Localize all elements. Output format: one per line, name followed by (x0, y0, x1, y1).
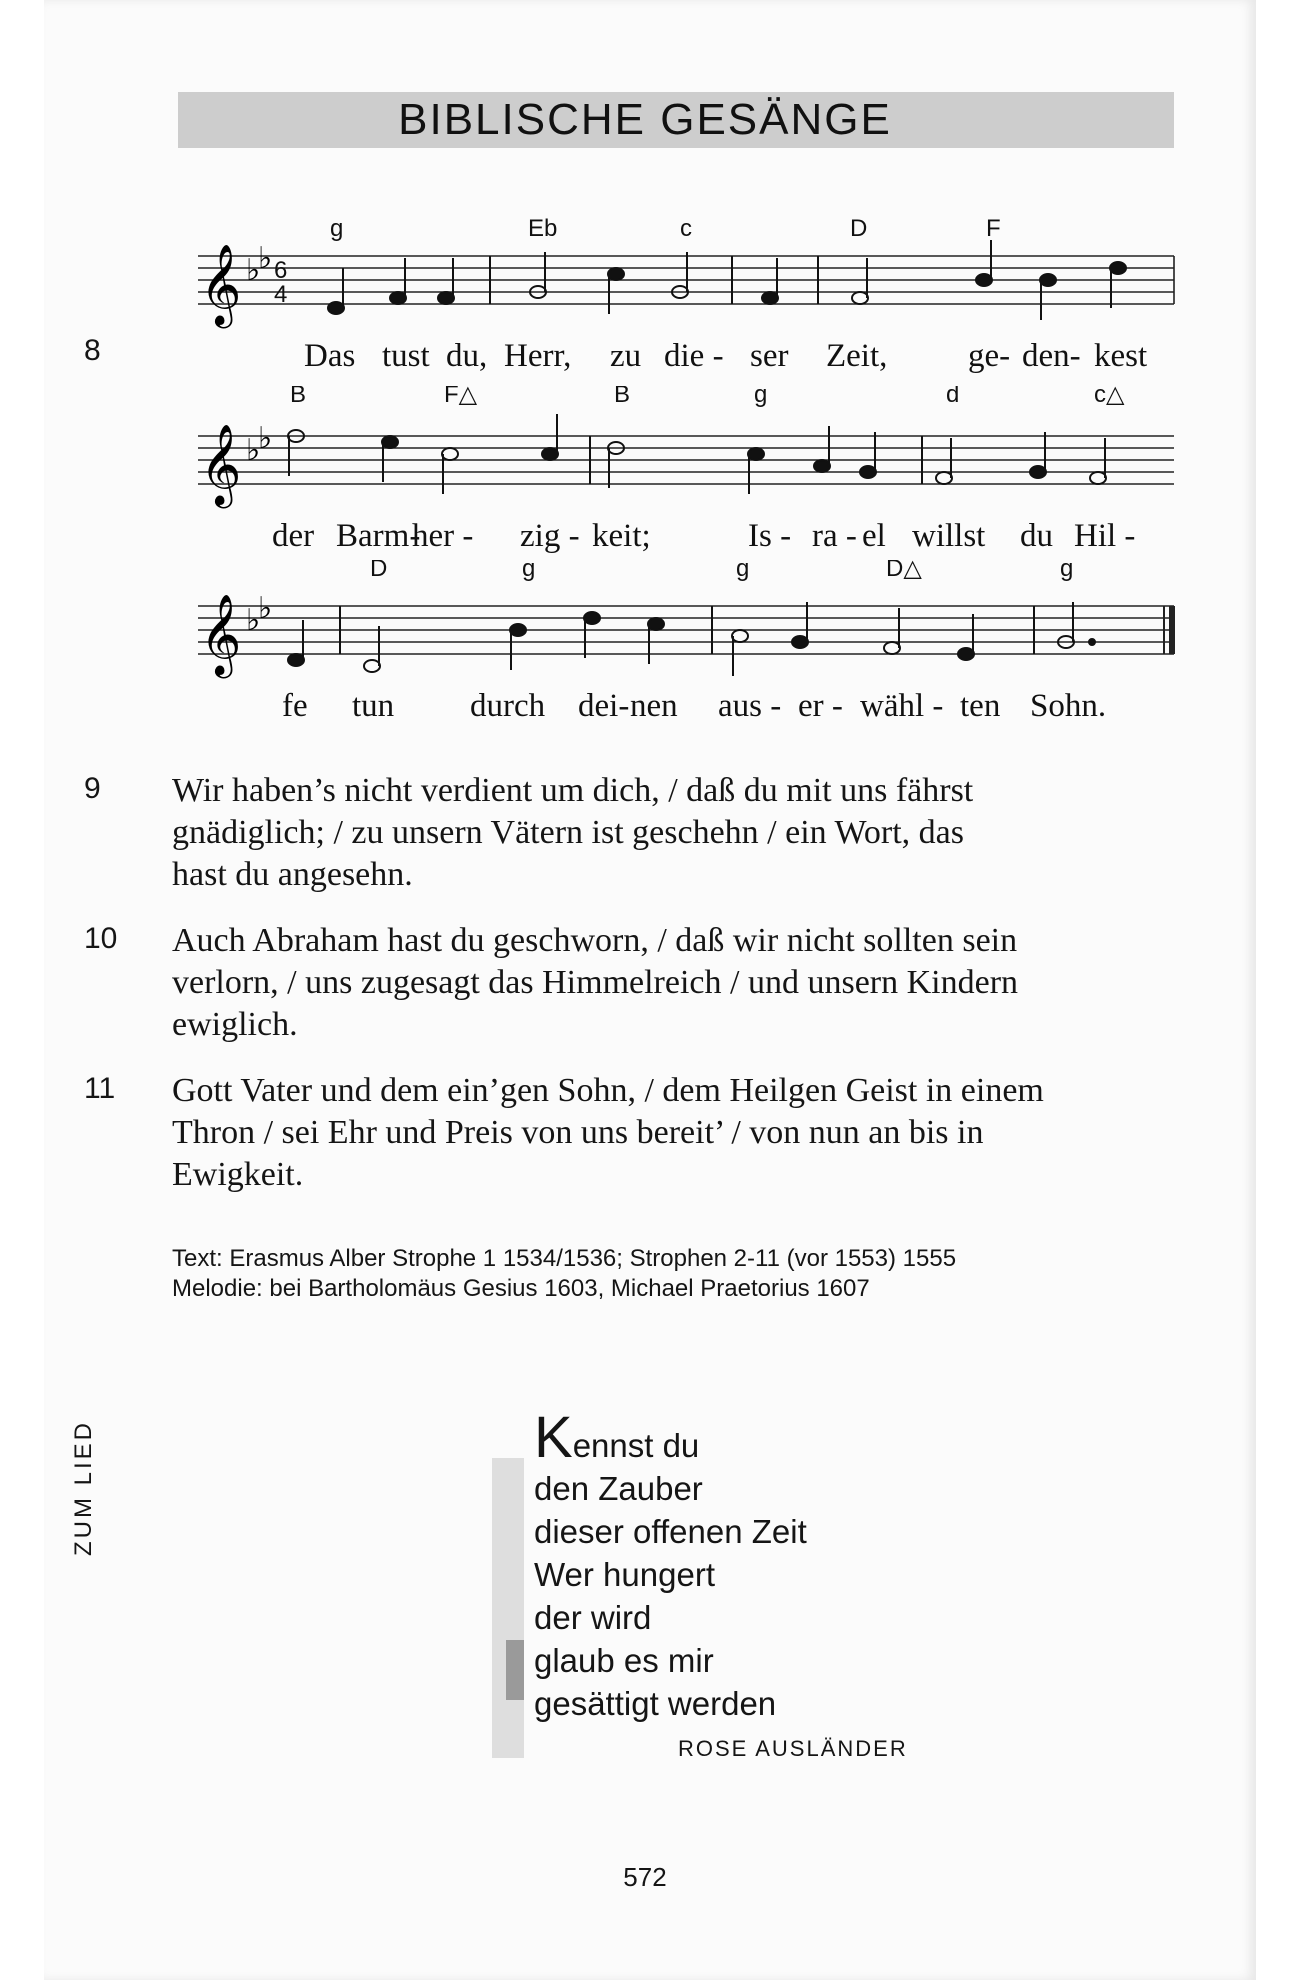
lyric-syllable: her - (412, 518, 474, 554)
chord-label: g (736, 560, 750, 582)
staff-lines (198, 606, 1174, 654)
poem-drop-cap: K (534, 1405, 573, 1470)
chord-label: c (680, 215, 692, 242)
notes (288, 602, 1095, 676)
lyric-syllable: zu (610, 338, 642, 374)
verse-11-text (172, 1070, 1172, 1196)
lyric-syllable: er - (798, 688, 843, 724)
poem-accent-mark (506, 1640, 524, 1700)
chord-label: Eb (528, 215, 558, 242)
chord-label: g (522, 560, 536, 582)
chord-label: B (290, 386, 307, 408)
verse-number: 11 (84, 1072, 116, 1105)
poem-author: ROSE AUSLÄNDER (678, 1736, 908, 1761)
poem-accent-bar (492, 1458, 524, 1758)
side-label (68, 1396, 108, 1556)
lyric-syllable: ra - (812, 518, 857, 554)
page-number: 572 (623, 1862, 667, 1892)
time-signature-bottom: 4 (274, 281, 288, 308)
chord-label: g (1060, 560, 1074, 582)
poem-first-line-rest: ennst du (572, 1427, 700, 1464)
treble-clef-icon: 𝄞 (200, 593, 242, 675)
lyric-syllable: keit; (592, 518, 651, 554)
lyric-syllable: die - (664, 338, 724, 374)
verse-line: Wir haben’s nicht verdient um dich, / daß du mit uns fährst (172, 772, 974, 809)
flat-icon: ♭ (258, 241, 273, 276)
verse-number: 9 (84, 772, 101, 805)
lyric-syllable: aus - (718, 688, 782, 724)
verse-line: Thron / sei Ehr und Preis von uns bereit’ / von nun an bis in (172, 1114, 984, 1151)
lyric-syllable: tun (352, 688, 395, 724)
poem-first-line (534, 1405, 807, 1470)
verse-line: verlorn, / uns zugesagt das Himmelreich / und unsern Kindern (172, 964, 1019, 1001)
chord-label: D (850, 215, 868, 242)
lyric-syllable: wähl - (860, 688, 944, 724)
lyric-syllable: dei- (578, 688, 630, 724)
music-system-2 (0, 386, 1290, 566)
chord-label: F (986, 215, 1001, 242)
verse-number: 10 (84, 922, 118, 955)
poem-line: Wer hungert (534, 1556, 715, 1593)
music-system-1 (0, 196, 1290, 376)
lyric-syllable: Herr, (504, 338, 572, 374)
poem-line: glaub es mir (534, 1642, 714, 1679)
verse-number-8: 8 (84, 334, 101, 367)
notes (288, 414, 1106, 494)
lyric-syllable: nen (630, 688, 678, 724)
song-credits (172, 1244, 1172, 1304)
lyric-syllable: Barm- (336, 518, 421, 554)
chord-label: D△ (886, 560, 922, 582)
lyric-syllable: Zeit, (826, 338, 888, 374)
verse-line: Gott Vater und dem ein’gen Sohn, / dem Heilgen Geist in einem (172, 1072, 1044, 1109)
lyric-syllable: fe (282, 688, 308, 724)
verse-line: hast du angesehn. (172, 856, 413, 893)
treble-clef-icon: 𝄞 (200, 423, 242, 505)
lyric-syllable: den- (1022, 338, 1081, 374)
verse-line: Ewigkeit. (172, 1156, 304, 1193)
chord-label: g (330, 215, 344, 242)
lyric-syllable: zig - (520, 518, 580, 554)
chord-label: g (754, 386, 768, 408)
lyric-syllable: el (862, 518, 886, 554)
poem (534, 1405, 807, 1725)
lyric-syllable: Is - (748, 518, 792, 554)
poem-line: dieser offenen Zeit (534, 1513, 807, 1550)
music-system-3 (0, 560, 1290, 740)
verse-line: ewiglich. (172, 1006, 298, 1043)
verse-10-text (172, 920, 1172, 1046)
text-credit: Text: Erasmus Alber Strophe 1 1534/1536; Strophen 2-11 (vor 1553) 1555 (172, 1245, 957, 1272)
verse-line: gnädiglich; / zu unsern Vätern ist geschehn / ein Wort, das (172, 814, 964, 851)
page-header-title: BIBLISCHE GESÄNGE (398, 95, 892, 144)
flat-icon: ♭ (258, 421, 273, 456)
poem-line: den Zauber (534, 1470, 703, 1507)
chord-label: c△ (1094, 386, 1125, 408)
lyric-syllable: Sohn. (1030, 688, 1107, 724)
lyric-syllable: ten (960, 688, 1001, 724)
chord-label: d (946, 386, 960, 408)
lyric-syllable: du, (446, 338, 488, 374)
chord-label: F△ (444, 386, 478, 408)
lyric-syllable: durch (470, 688, 546, 724)
flat-icon: ♭ (246, 253, 261, 288)
time-signature-top: 6 (274, 257, 288, 284)
lyric-syllable: Hil - (1074, 518, 1136, 554)
staff-lines (198, 436, 1174, 484)
treble-clef-icon: 𝄞 (200, 243, 242, 325)
lyric-syllable: du (1020, 518, 1053, 554)
lyric-syllable: kest (1094, 338, 1148, 374)
lyric-syllable: der (272, 518, 315, 554)
melody-credit: Melodie: bei Bartholomäus Gesius 1603, Michael Praetorius 1607 (172, 1275, 870, 1302)
verse-line: Auch Abraham hast du geschworn, / daß wir nicht sollten sein (172, 922, 1018, 959)
lyric-syllable: Das (304, 338, 356, 374)
verse-9-text (172, 770, 1172, 896)
lyric-syllable: ge- (968, 338, 1011, 374)
flat-icon: ♭ (246, 603, 261, 638)
flat-icon: ♭ (246, 433, 261, 468)
chord-label: B (614, 386, 631, 408)
lyric-syllable: ser (750, 338, 789, 374)
lyric-syllable: tust (382, 338, 430, 374)
side-label-text: ZUM LIED (70, 1419, 97, 1556)
poem-line: gesättigt werden (534, 1685, 777, 1722)
flat-icon: ♭ (258, 591, 273, 626)
lyric-syllable: willst (912, 518, 986, 554)
chord-label: D (370, 560, 388, 582)
poem-line: der wird (534, 1599, 652, 1636)
